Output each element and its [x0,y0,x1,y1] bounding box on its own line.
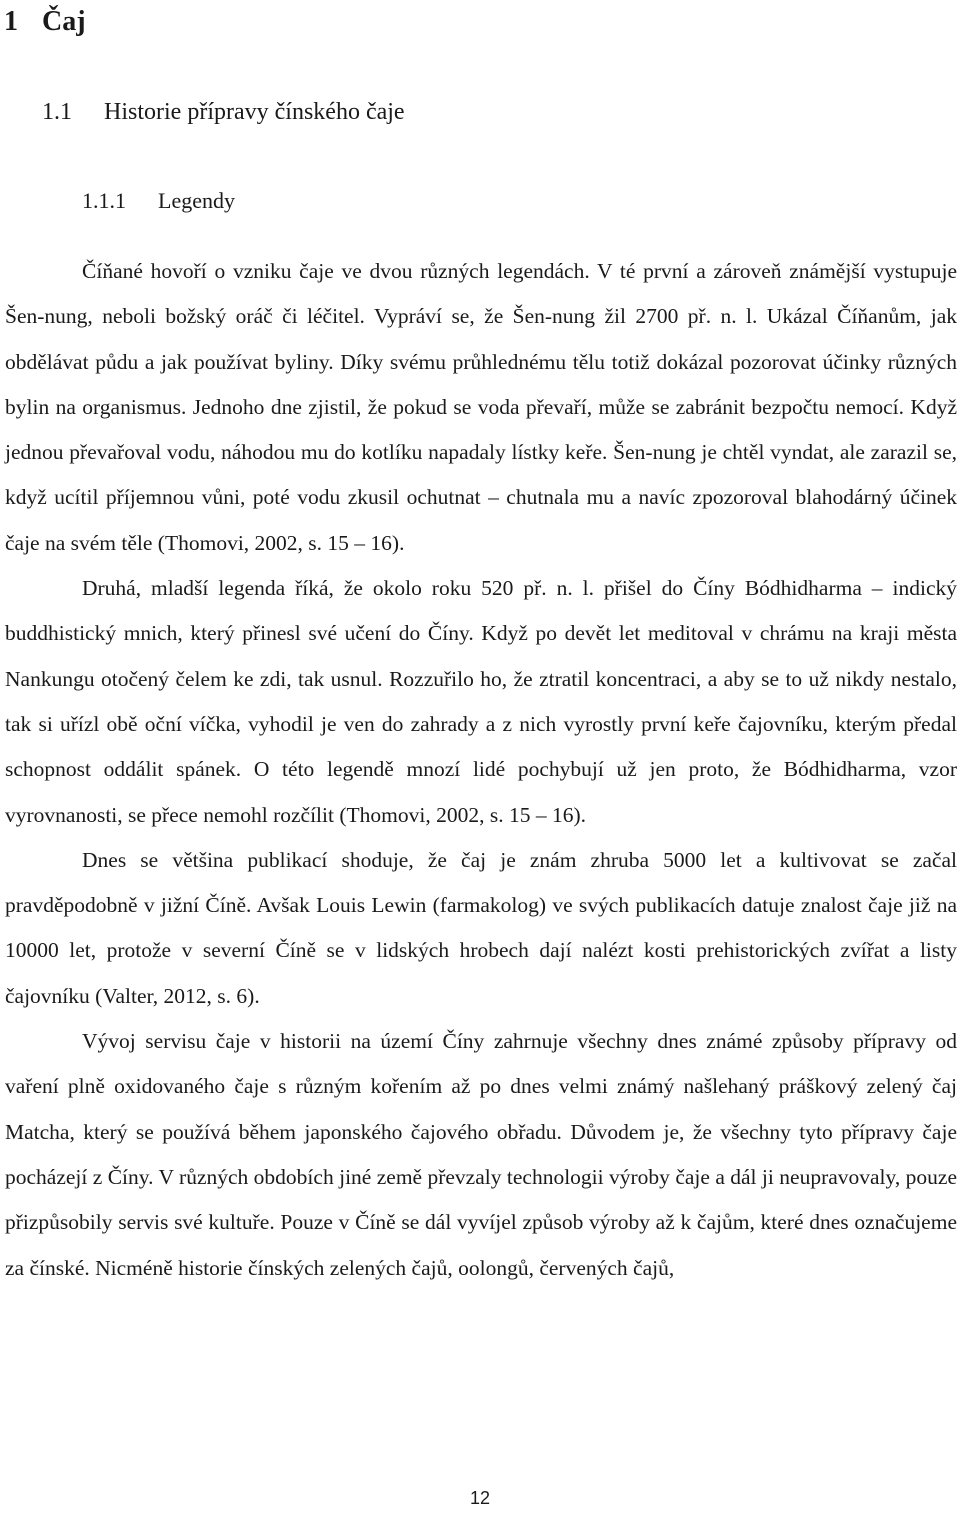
section-number: 1.1 [42,99,72,125]
paragraph-tea-service: Vývoj servisu čaje v historii na území Číny zahrnuje všechny dnes známé způsoby přípravy od vaření plně oxidovaného čaje s různým kořením až po dnes velmi známý našlehaný práškový zelený čaj Matcha, který se používá během japonského čajového obřadu. Důvodem je, že všechny tyto přípravy čaje pocházejí z Číny. V různých obdobích jiné země převzaly technologii výroby čaje a dál ji neupravovaly, pouze přizpůsobily servis své kultuře. Pouze v Číně se dál vyvíjel způsob výroby až k čajům, které dnes označujeme za čínské. Nicméně historie čínských zelených čajů, oolongů, červených čajů, [5,1029,957,1280]
subsection-heading [82,183,235,219]
section-heading [42,92,405,132]
paragraph-legend-shen-nung: Číňané hovoří o vzniku čaje ve dvou různých legendách. V té první a zároveň známější vystupuje Šen-nung, neboli božský oráč či léčitel. Vypráví se, že Šen-nung žil 2700 př. n. l. Ukázal Číňanům, jak obdělávat půdu a jak používat byliny. Díky svému průhlednému tělu totiž dokázal pozorovat účinky různých bylin na organismus. Jednoho dne zjistil, že pokud se voda převaří, může se zabránit bezpočtu nemocí. Když jednou převařoval vodu, náhodou mu do kotlíku napadaly lístky keře. Šen-nung je chtěl vyndat, ale zarazil se, když ucítil příjemnou vůni, poté vodu zkusil ochutnat – chutnala mu a navíc zpozoroval blahodárný účinek čaje na svém těle (Thomovi, 2002, s. 15 – 16). [5,259,957,555]
page-number: 12 [469,1488,491,1508]
subsection-title: Legendy [158,188,235,213]
chapter-title: Čaj [42,6,86,37]
body-text [5,249,957,1291]
section-title: Historie přípravy čínského čaje [104,99,405,125]
paragraph-tea-age: Dnes se většina publikací shoduje, že čaj je znám zhruba 5000 let a kultivovat se začal pravděpodobně v jižní Číně. Avšak Louis Lewin (farmakolog) ve svých publikacích datuje znalost čaje již na 10000 let, protože v severní Číně se v lidských hrobech dají nalézt kosti prehistorických zvířat a listy čajovníku (Valter, 2012, s. 6). [5,847,957,1008]
chapter-heading [4,0,86,44]
chapter-number: 1 [4,6,18,37]
subsection-number: 1.1.1 [82,188,126,213]
paragraph-legend-bodhidharma: Druhá, mladší legenda říká, že okolo roku 520 př. n. l. přišel do Číny Bódhidharma – indický buddhistický mnich, který přinesl své učení do Číny. Když po devět let meditoval v chrámu na kraji města Nankungu otočený čelem ke zdi, tak usnul. Rozzuřilo ho, že ztratil koncentraci, a aby se to už nikdy nestalo, tak si uřízl obě oční víčka, vyhodil je ven do zahrady a z nich vyrostly první keře čajovníku, kterým předal schopnost oddálit spánek. O této legendě mnozí lidé pochybují už jen proto, že Bódhidharma, vzor vyrovnanosti, se přece nemohl rozčílit (Thomovi, 2002, s. 15 – 16). [5,576,957,827]
